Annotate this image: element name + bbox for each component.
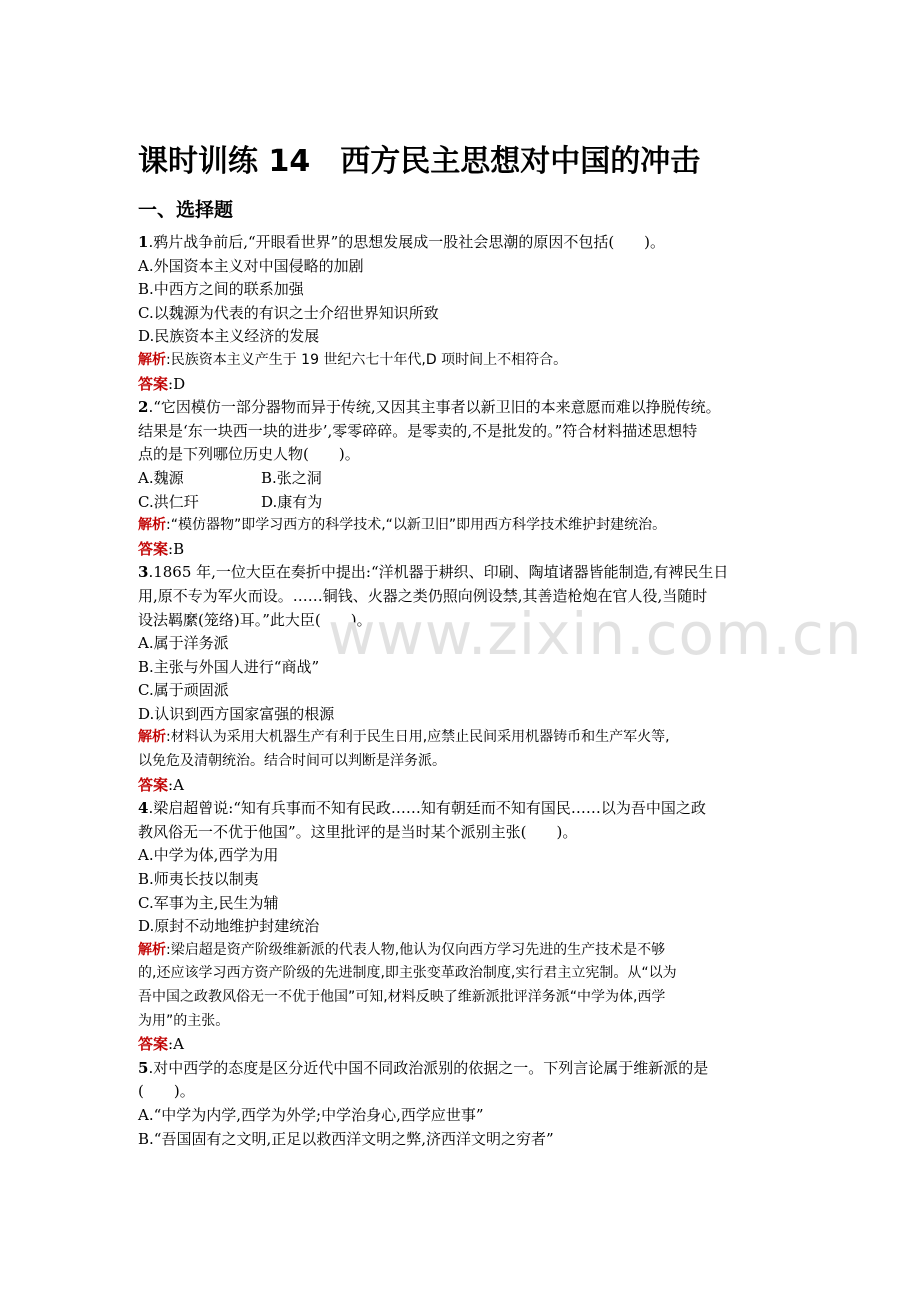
answer: 答案:A [138, 1035, 184, 1054]
option-b: B.“吾国固有之文明,正足以救西洋文明之弊,济西洋文明之穷者” [138, 1129, 554, 1148]
question-stem: 2.“它因模仿一部分器物而异于传统,又因其主事者以新卫旧的本来意愿而难以挣脱传统。 [138, 398, 721, 417]
question-2 [138, 396, 790, 561]
option-d: D.民族资本主义经济的发展 [138, 327, 320, 346]
options-row [138, 491, 790, 515]
question-stem: 4.梁启超曾说:“知有兵事而不知有民政……知有朝廷而不知有国民……以为吾中国之政 [138, 799, 706, 818]
analysis-line: 吾中国之政教风俗无一不优于他国”可知,材料反映了维新派批评洋务派“中学为体,西学 [138, 989, 666, 1005]
question-stem-line: 点的是下列哪位历史人物( )。 [138, 445, 360, 464]
option-b: B.中西方之间的联系加强 [138, 280, 304, 299]
question-number: 1 [138, 233, 149, 251]
question-number: 5 [138, 1058, 149, 1077]
analysis: 解析:材料认为采用大机器生产有利于民生日用,应禁止民间采用机器铸币和生产军火等, [138, 729, 670, 746]
question-stem-line: 用,原不专为军火而设。……铜钱、火器之类仍照向例设禁,其善造枪炮在官人役,当随时 [138, 586, 708, 605]
answer-label: 答案 [138, 775, 169, 794]
answer: 答案:B [138, 539, 185, 558]
page-title: 课时训练 14 西方民主思想对中国的冲击 [138, 144, 701, 179]
analysis-line: 以免危及清朝统治。结合时间可以判断是洋务派。 [138, 753, 446, 770]
watermark: www.zixin.com.cn [328, 600, 863, 668]
option-a: A.属于洋务派 [138, 634, 229, 653]
section-heading: 一、选择题 [138, 199, 234, 221]
option-a: A.中学为体,西学为用 [138, 846, 279, 865]
question-stem-line: ( )。 [138, 1082, 195, 1101]
question-number: 4 [138, 799, 149, 818]
question-5 [138, 1057, 790, 1151]
question-3 [138, 561, 790, 797]
question-stem: 3.1865 年,一位大臣在奏折中提出:“洋机器于耕织、印刷、陶埴诸器皆能制造,有裨民生日 [138, 563, 729, 582]
answer: 答案:A [138, 775, 184, 794]
question-number: 2 [138, 398, 149, 417]
question-stem: 5.对中西学的态度是区分近代中国不同政治派别的依据之一。下列言论属于维新派的是 [138, 1058, 709, 1077]
analysis-label: 解析 [138, 729, 166, 746]
option-d: D.认识到西方国家富强的根源 [138, 704, 335, 723]
answer-label: 答案 [138, 539, 169, 558]
question-4 [138, 797, 790, 1057]
option-d: D.康有为 [261, 492, 323, 511]
analysis: 解析:梁启超是资产阶级维新派的代表人物,他认为仅向西方学习先进的生产技术是不够 [138, 941, 666, 958]
analysis-label: 解析 [138, 941, 166, 958]
option-b: B.主张与外国人进行“商战” [138, 657, 320, 676]
option-b: B.张之洞 [261, 468, 322, 487]
analysis-line: 为用”的主张。 [138, 1012, 230, 1029]
analysis-label: 解析 [138, 517, 166, 534]
answer-label: 答案 [138, 374, 169, 393]
option-b: B.师夷长技以制夷 [138, 870, 259, 889]
option-c: C.洪仁玕 [138, 492, 199, 511]
option-c: C.属于顽固派 [138, 681, 229, 700]
option-c: C.以魏源为代表的有识之士介绍世界知识所致 [138, 303, 439, 322]
question-stem-line: 设法羁縻(笼络)耳。”此大臣( )。 [138, 610, 372, 629]
question-list [138, 231, 790, 1151]
question-stem-line: 结果是‘东一块西一块的进步’,零零碎碎。是零卖的,不是批发的。”符合材料描述思想特 [138, 421, 698, 440]
option-a: A.“中学为内学,西学为外学;中学治身心,西学应世事” [138, 1105, 484, 1124]
option-a: A.外国资本主义对中国侵略的加剧 [138, 256, 364, 275]
options-row [138, 467, 790, 491]
analysis-line: 的,还应该学习西方资产阶级的先进制度,即主张变革政治制度,实行君主立宪制。从“以为 [138, 965, 677, 982]
answer-label: 答案 [138, 1035, 169, 1054]
option-a: A.魏源 [138, 468, 184, 487]
answer: 答案:D [138, 374, 186, 393]
question-stem: 1.鸦片战争前后,“开眼看世界”的思想发展成一股社会思潮的原因不包括( )。 [138, 233, 666, 251]
analysis: 解析:民族资本主义产生于 19 世纪六七十年代,D 项时间上不相符合。 [138, 351, 568, 368]
question-number: 3 [138, 563, 149, 582]
option-d: D.原封不动地维护封建统治 [138, 917, 320, 936]
option-c: C.军事为主,民生为辅 [138, 893, 279, 912]
analysis-label: 解析 [138, 351, 166, 368]
question-stem-line: 教风俗无一不优于他国”。这里批评的是当时某个派别主张( )。 [138, 822, 578, 841]
analysis: 解析:“模仿器物”即学习西方的科学技术,“以新卫旧”即用西方科学技术维护封建统治。 [138, 517, 667, 534]
question-1 [138, 231, 790, 396]
